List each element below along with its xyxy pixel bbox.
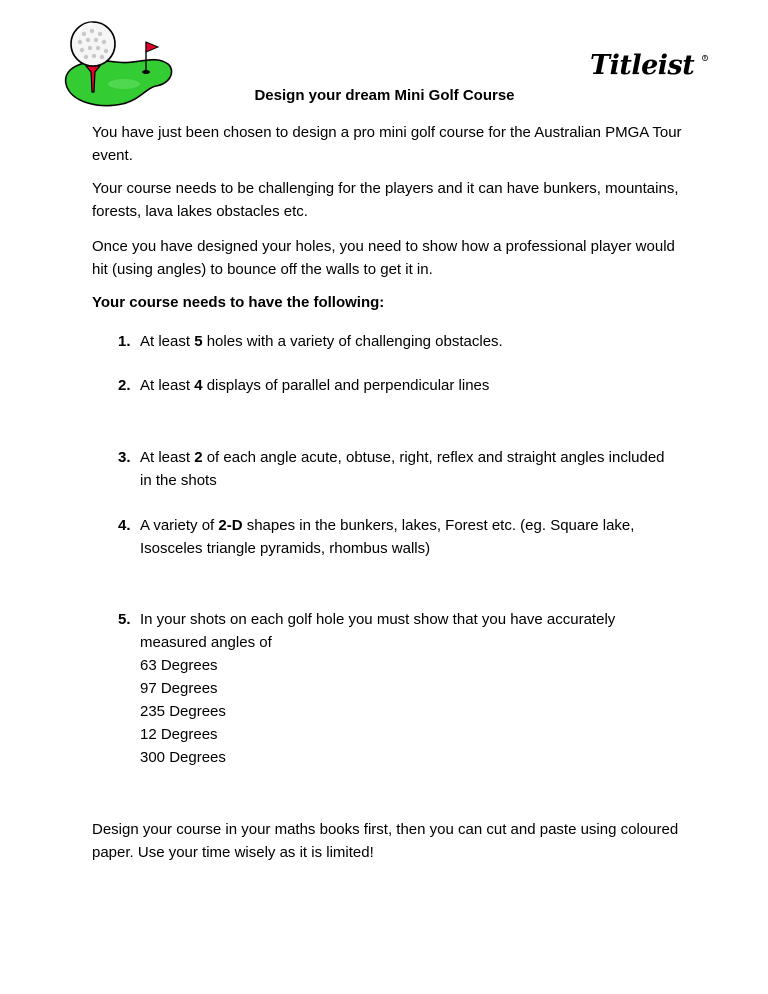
intro-paragraph-3: Once you have designed your holes, you need to show how a professional player would hit (using angles) to bounce off the walls to get it in. bbox=[92, 238, 675, 278]
requirement-item-2: 2. At least 4 displays of parallel and perpendicular lines bbox=[118, 377, 490, 394]
requirement-item-5: 5. In your shots on each golf hole you must show that you have accurately measured angles of 63 Degrees 97 Degrees 235 Degrees 12 Degrees 300 Degrees bbox=[118, 608, 678, 769]
angle-97: 97 Degrees bbox=[140, 680, 218, 697]
requirement-item-3: 3. At least 2 of each angle acute, obtuse, right, reflex and straight angles included in the shots bbox=[118, 449, 665, 489]
angle-12: 12 Degrees bbox=[140, 726, 218, 743]
svg-text:R: R bbox=[703, 55, 707, 61]
requirements-heading: Your course needs to have the following: bbox=[92, 294, 385, 311]
angle-300: 300 Degrees bbox=[140, 749, 226, 766]
angle-235: 235 Degrees bbox=[140, 703, 226, 720]
page-title: Design your dream Mini Golf Course bbox=[254, 87, 515, 104]
angle-63: 63 Degrees bbox=[140, 657, 218, 674]
titleist-logo bbox=[588, 48, 710, 82]
svg-text:Titleist: Titleist bbox=[590, 50, 695, 81]
intro-paragraph-2: Your course needs to be challenging for the players and it can have bunkers, mountains, forests, lava lakes obstacles etc. bbox=[92, 180, 679, 220]
requirement-item-1: 1. At least 5 holes with a variety of challenging obstacles. bbox=[118, 333, 503, 350]
intro-paragraph-1: You have just been chosen to design a pro mini golf course for the Australian PMGA Tour event. bbox=[92, 124, 682, 164]
requirement-item-4: 4. A variety of 2-D shapes in the bunkers, lakes, Forest etc. (eg. Square lake, Isosceles triangle pyramids, rhombus walls) bbox=[118, 517, 635, 557]
closing-paragraph: Design your course in your maths books first, then you can cut and paste using coloured paper. Use your time wisely as it is limited! bbox=[92, 821, 679, 861]
